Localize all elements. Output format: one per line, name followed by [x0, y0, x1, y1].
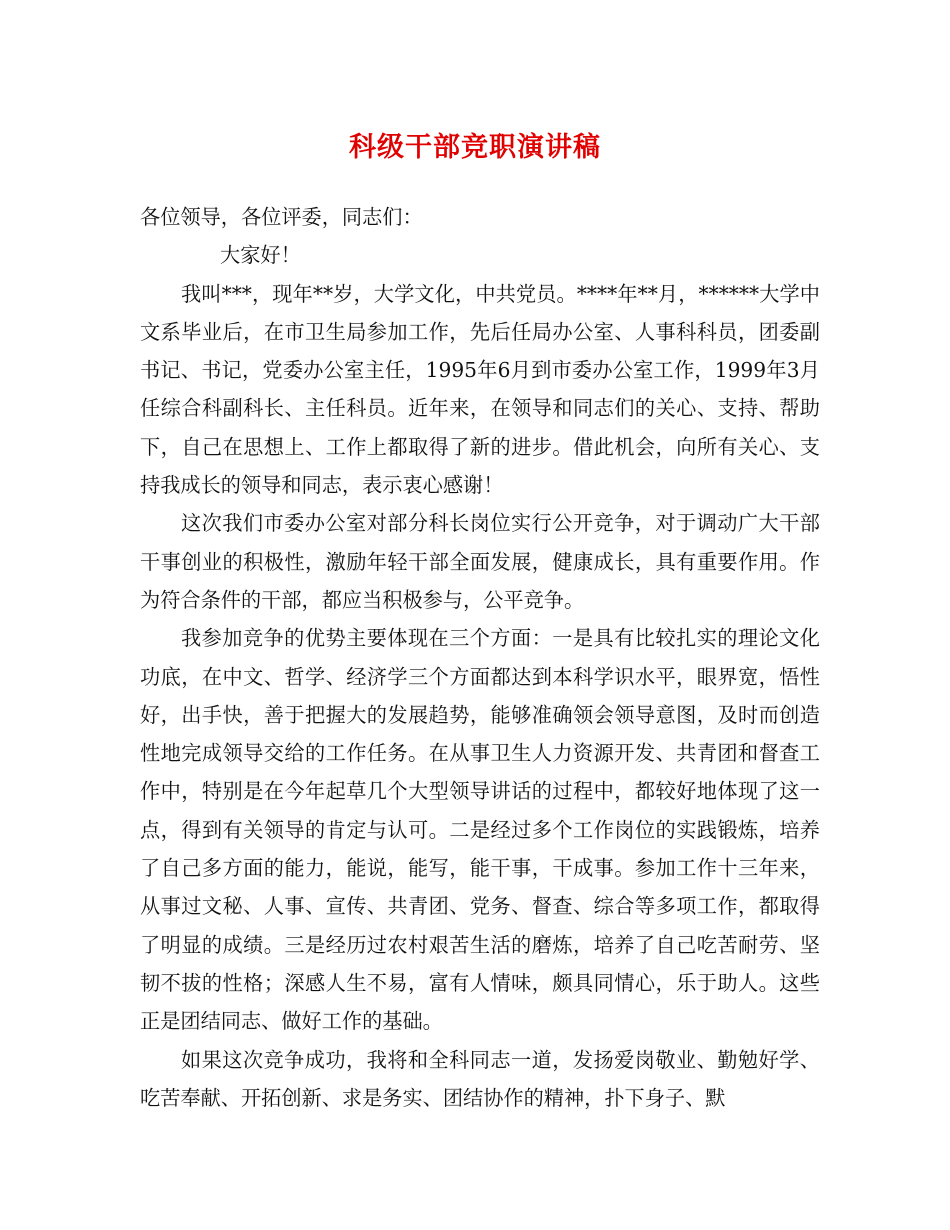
paragraph-commitment: 如果这次竞争成功，我将和全科同志一道，发扬爱岗敬业、勤勉好学、吃苦奉献、开拓创新、求是务实、团结协作的精神，扑下身子、默 — [140, 1047, 820, 1110]
greeting-line: 各位领导，各位评委，同志们： — [140, 205, 423, 229]
document-body — [140, 198, 820, 1117]
hello-line: 大家好！ — [220, 243, 301, 268]
paragraph-competition-purpose: 这次我们市委办公室对部分科长岗位实行公开竞争，对于调动广大干部干事创业的积极性，激励年轻干部全面发展，健康成长，具有重要作用。作为符合条件的干部，都应当积极参与，公平竞争。 — [140, 511, 820, 612]
paragraph-advantages: 我参加竞争的优势主要体现在三个方面：一是具有比较扎实的理论文化功底，在中文、哲学、经济学三个方面都达到本科学识水平，眼界宽，悟性好，出手快，善于把握大的发展趋势，能够准确领会领导意图，及时而创造性地完成领导交给的工作任务。在从事卫生人力资源开发、共青团和督查工作中，特别是在今年起草几个大型领导讲话的过程中，都较好地体现了这一点，得到有关领导的肯定与认可。二是经过多个工作岗位的实践锻炼，培养了自己多方面的能力，能说，能写，能干事，干成事。参加工作十三年来，从事过文秘、人事、宣传、共青团、党务、督查、综合等多项工作，都取得了明显的成绩。三是经历过农村艰苦生活的磨炼，培养了自己吃苦耐劳、坚韧不拔的性格；深感人生不易，富有人情味，颇具同情心，乐于助人。这些正是团结同志、做好工作的基础。 — [140, 626, 820, 1034]
paragraph-introduction: 我叫***，现年**岁，大学文化，中共党员。****年**月，******大学中文系毕业后，在市卫生局参加工作，先后任局办公室、人事科科员，团委副书记、书记，党委办公室主任，1995年6月到市委办公室工作，1999年3月任综合科副科长、主任科员。近年来，在领导和同志们的关心、支持、帮助下，自己在思想上、工作上都取得了新的进步。借此机会，向所有关心、支持我成长的领导和同志，表示衷心感谢！ — [140, 281, 820, 498]
document-title: 科级干部竞职演讲稿 — [349, 132, 601, 163]
